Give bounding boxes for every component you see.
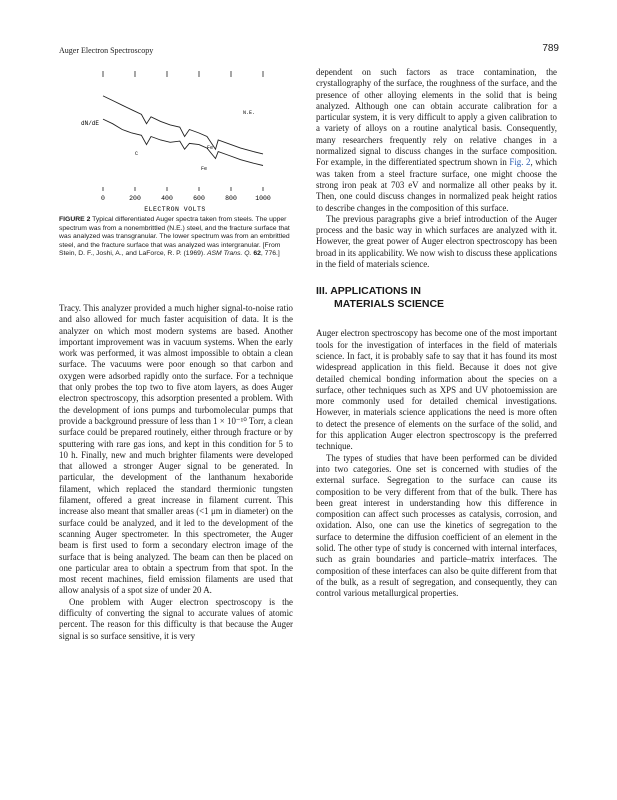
y-axis-label: dN/dE — [81, 120, 100, 127]
annotation-c: C — [135, 151, 139, 157]
spectrum-series-1 — [103, 119, 263, 165]
x-tick-label: 0 — [101, 195, 105, 202]
spectrum-series-2 — [103, 96, 263, 154]
caption-journal: ASM Trans. Q. — [206, 250, 252, 258]
caption-text: Typical differentiated Auger spectra taken from steels. The upper spectrum was from a nonembrittled (N.E.) steel, and the fracture surface that was analyzed was transgranular. The lower spectrum was from an embrittled steel, and the fracture surface that was analyzed was intergranular. [From Stein, D. F., Joshi, A., and LaForce, R. P. (1969). — [59, 216, 290, 258]
caption-volume: 62 — [253, 250, 261, 258]
right-paragraph-2: The previous paragraphs give a brief introduction of the Auger process and the basic way in which surfaces are analyzed with it. However, the great power of Auger electron spectroscopy has been broad in its applicability. We now wish to discuss these applications in the field of materials science. — [316, 213, 557, 270]
page-number: 789 — [542, 43, 559, 54]
annotation-fe-2: Fe — [201, 166, 208, 172]
left-paragraph-1: Tracy. This analyzer provided a much higher signal-to-noise ratio and also allowed for much faster acquisition of data. It is the analyzer on which most modern systems are based. Another important improvement was in vacuum systems. When the early work was performed, it was almost impossible to obtain a clean surface. The vacuums were poor enough so that carbon and oxygen were adsorbed rapidly onto the surface. For a technique that only probes the top two to five atom layers, as does Auger electron spectroscopy, this adsorption presented a problem. With the development of ions pumps and turbomolecular pumps that provide a background pressure of less than 1 × 10⁻¹⁰ Torr, a clean surface could be prepared routinely, either through fracture or by sputtering with rare gas ions, and kept in this condition for 5 to 10 h. Finally, new and much brighter filaments were developed that allowed a stronger Auger signal to be generated. In particular, the development of the lanthanum hexaboride filament, which replaced the standard thermionic tungsten filament, offered a great increase in filament current. This increase also meant that smaller areas (<1 μm in diameter) on the surface could be analyzed, and it led to the development of the scanning Auger spectrometer. In this spectrometer, the Auger beam is first used to form a secondary electron image of the surface that is being analyzed. The beam can then be placed on one particular area to obtain a spectrum from that spot. In the most recent machines, field emission filaments are used that allow analysis of a spot size of under 20 A. — [59, 303, 293, 596]
x-tick-label: 1000 — [255, 195, 271, 202]
section-heading-line1: III. APPLICATIONS IN — [316, 285, 422, 298]
x-tick-label: 400 — [161, 195, 173, 202]
spectrum-chart — [75, 63, 275, 213]
x-tick-label: 800 — [225, 195, 237, 202]
figure-2-link[interactable]: Fig. 2 — [509, 157, 531, 168]
annotation-ne: N.E. — [243, 110, 256, 116]
right-column — [316, 67, 557, 599]
right-paragraph-4: The types of studies that have been performed can be divided into two categories. One set is concerned with studies of the external surface. Segregation to the surface can cause its composition to be very different from that of the bulk. There has been great interest in understanding how this difference in composition can affect such processes as catalysis, corrosion, and oxidation. Also, one can use the kinetics of segregation to the surface to determine the diffusion coefficient of an element in the solid. The other type of study is concerned with internal interfaces, such as grain boundaries and particle–matrix interfaces. The composition of these interfaces can also be quite different from that of the bulk, as a result of segregation, and consequently, they can control various metallurgical properties. — [316, 452, 557, 599]
annotation-fe-1: Fe — [207, 145, 214, 151]
caption-label: FIGURE 2 — [59, 216, 91, 223]
figure-2 — [75, 63, 275, 213]
caption-pages: , 776.] — [260, 250, 280, 258]
section-heading — [316, 285, 557, 311]
right-paragraph-1 — [316, 67, 557, 214]
x-tick-label: 200 — [129, 195, 141, 202]
left-paragraph-2: One problem with Auger electron spectroscopy is the difficulty of converting the signal to accurate values of atomic percent. The reason for this difficulty is that because the Auger signal is so surface sensitive, it is very — [59, 596, 293, 641]
section-heading-line2: MATERIALS SCIENCE — [334, 298, 445, 311]
x-axis-label: ELECTRON VOLTS — [144, 206, 206, 213]
figure-caption — [59, 216, 295, 259]
left-column — [59, 303, 293, 642]
x-tick-label: 600 — [193, 195, 205, 202]
running-head: Auger Electron Spectroscopy — [59, 46, 154, 55]
right-paragraph-3: Auger electron spectroscopy has become one of the most important tools for the investigation of interfaces in the field of materials science. In fact, it is probably safe to say that it has found its most widespread application in this field. Because it does not give detailed chemical bonding information about the species on a surface, other techniques such as XPS and UV photoemission are more commonly used for detailed chemical investigations. However, in materials science applications the need is more often to detect the presence of elements on the surface of the solid, and for this application Auger electron spectroscopy is the preferred technique. — [316, 328, 557, 452]
right-paragraph-1-text: dependent on such factors as trace contamination, the crystallography of the surface, the roughness of the surface, and the presence of other alloying elements in the solid that is being analyzed. Although one can obtain accurate calibration for a particular system, it is very difficult to apply a given calibration to a variety of alloys on a routine analytical basis. Consequently, many researchers frequently rely on relative changes in a normalized signal to discuss changes in the surface composition. For example, in the differentiated spectrum shown in — [316, 67, 557, 168]
right-paragraph-1-text-cont: , which was taken from a steel fracture surface, one might choose the strong iron peak at 703 eV and normalize all other peaks by it. Then, one could discuss changes in normalized peak height ratios to describe changes in the composition of this surface. — [316, 157, 557, 213]
